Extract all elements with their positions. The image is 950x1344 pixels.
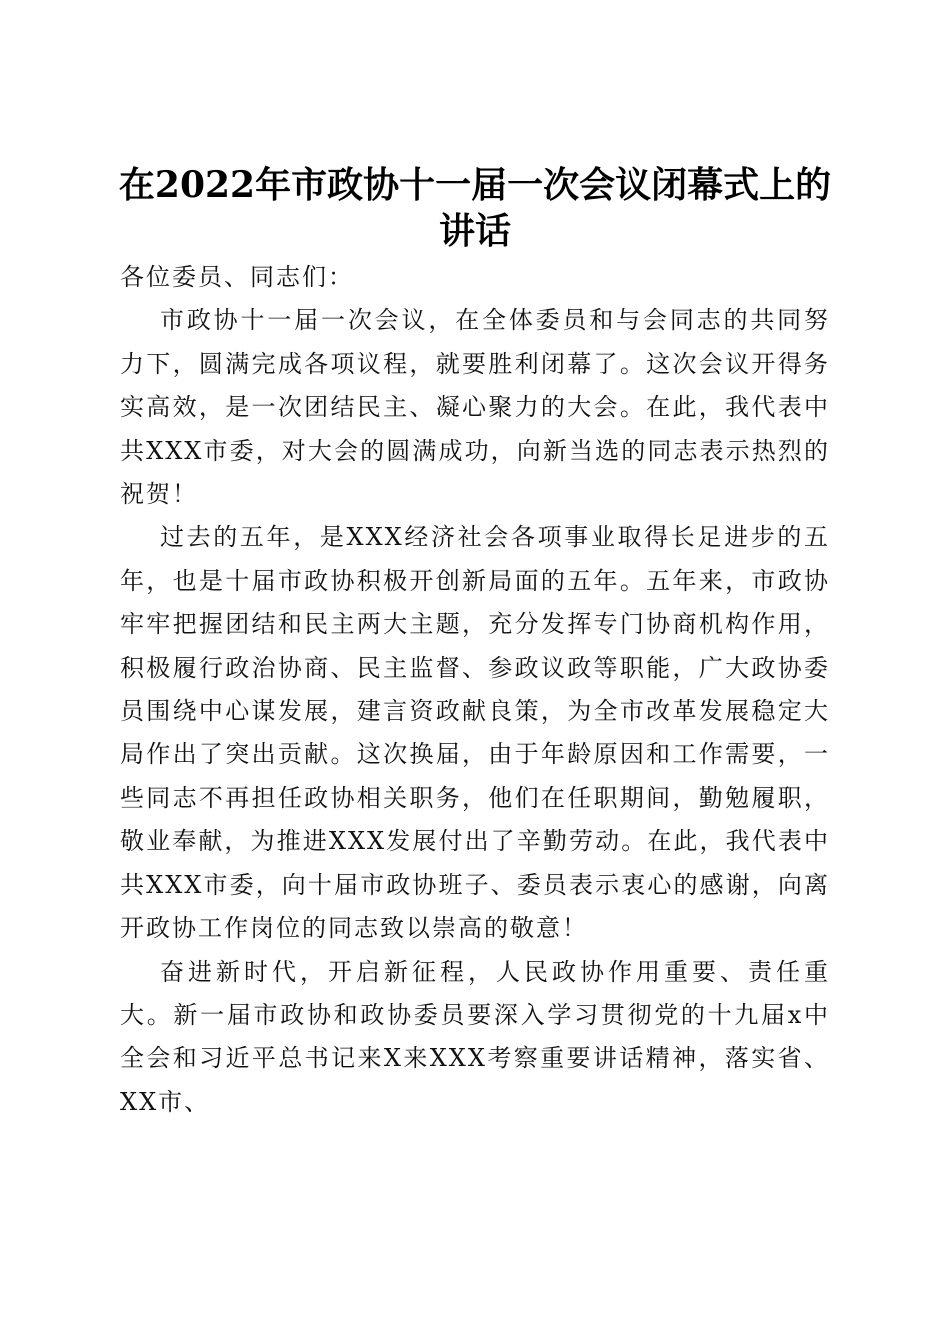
paragraph-3: 奋进新时代，开启新征程，人民政协作用重要、责任重大。新一届市政协和政协委员要深入学习贯彻党的十九届x中全会和习近平总书记来X来XXX考察重要讲话精神，落实省、XX市、 [120, 957, 830, 1116]
document-title [100, 162, 850, 254]
title-line-1: 在2022年市政协十一届一次会议闭幕式上的 [118, 164, 832, 207]
title-line-2: 讲话 [438, 210, 511, 253]
paragraph-1: 市政协十一届一次会议，在全体委员和与会同志的共同努力下，圆满完成各项议程，就要胜利闭幕了。这次会议开得务实高效，是一次团结民主、凝心聚力的大会。在此，我代表中共XXX市委，对大会的圆满成功，向新当选的同志表示热烈的祝贺！ [120, 306, 830, 509]
paragraph-2: 过去的五年，是XXX经济社会各项事业取得长足进步的五年，也是十届市政协积极开创新局面的五年。五年来，市政协牢牢把握团结和民主两大主题，充分发挥专门协商机构作用，积极履行政治协商、民主监督、参政议政等职能，广大政协委员围绕中心谋发展，建言资政献良策，为全市改革发展稳定大局作出了突出贡献。这次换届，由于年龄原因和工作需要，一些同志不再担任政协相关职务，他们在任职期间，勤勉履职，敬业奉献，为推进XXX发展付出了辛勤劳动。在此，我代表中共XXX市委，向十届市政协班子、委员表示衷心的感谢，向离开政协工作岗位的同志致以崇高的敬意！ [120, 523, 830, 943]
document-body [120, 256, 830, 1124]
salutation: 各位委员、同志们： [120, 263, 354, 291]
